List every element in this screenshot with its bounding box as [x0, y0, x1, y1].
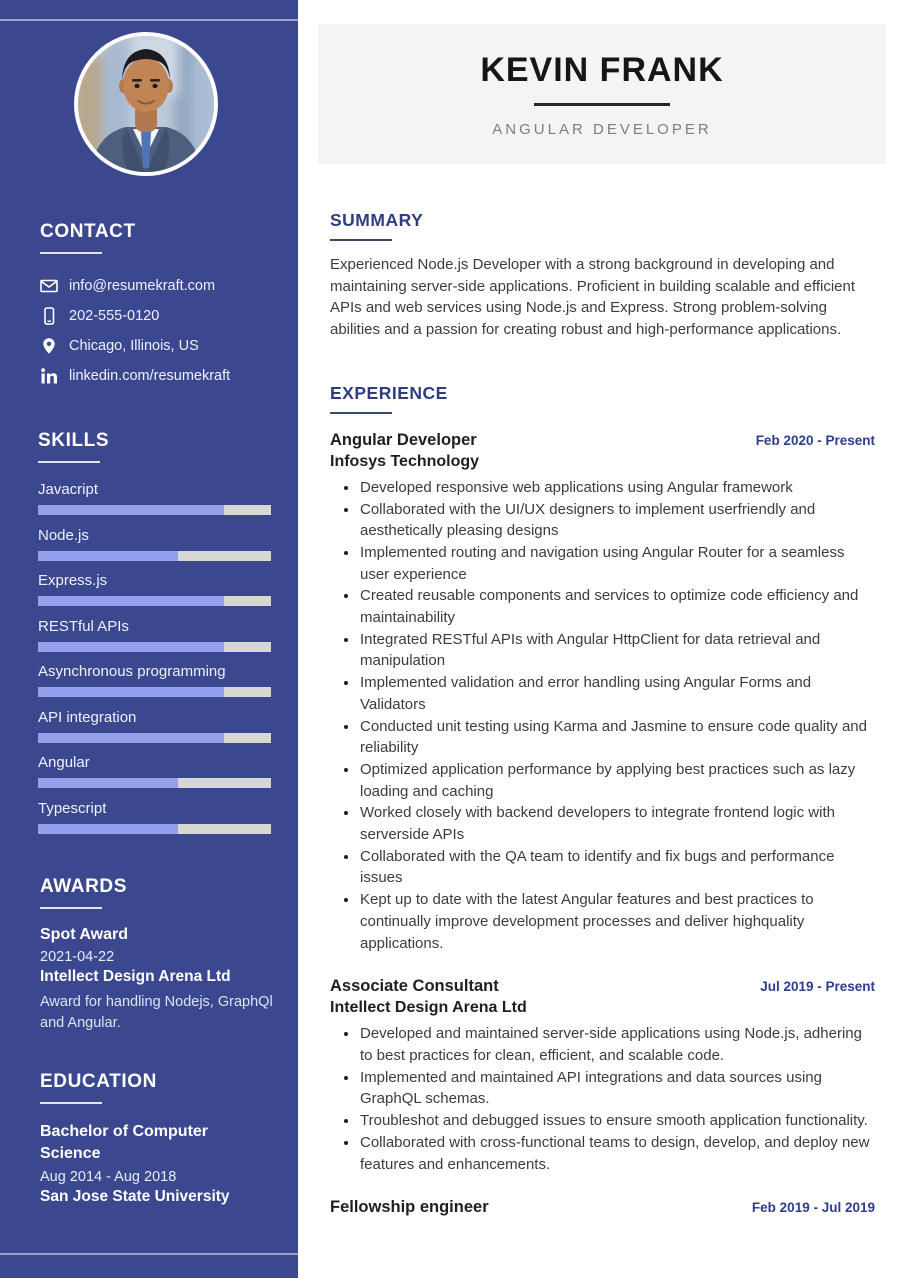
summary-heading: SUMMARY	[330, 210, 424, 230]
contact-section	[40, 221, 278, 396]
education-heading: EDUCATION	[40, 1071, 157, 1092]
skill-item	[38, 480, 271, 515]
skill-item	[38, 526, 271, 561]
contact-heading: CONTACT	[40, 221, 136, 242]
skill-bar-fill	[38, 505, 224, 515]
contact-phone[interactable]: 202-555-0120	[69, 308, 160, 324]
skill-bar-fill	[38, 687, 224, 697]
sidebar	[0, 0, 298, 1278]
job-dates: Feb 2020 - Present	[755, 432, 875, 448]
skill-bar-track	[38, 596, 271, 606]
skill-bar-track	[38, 824, 271, 834]
name-header	[318, 24, 886, 164]
contact-linkedin[interactable]: linkedin.com/resumekraft	[69, 368, 231, 384]
skill-name: Express.js	[38, 572, 108, 589]
job-bullet: • Troubleshot and debugged issues to ensure smooth application functionality.	[359, 1110, 875, 1132]
education-dates: Aug 2014 - Aug 2018	[40, 1169, 177, 1185]
job-bullet: • Collaborated with the QA team to identify and fix bugs and performance issues	[359, 846, 875, 889]
awards-section	[40, 876, 278, 1034]
award-entry	[40, 926, 278, 1034]
experience-heading-rule	[330, 412, 392, 414]
job-bullet: • Implemented validation and error handling using Angular Forms and Validators	[359, 672, 875, 715]
awards-heading-rule	[40, 907, 102, 909]
job-bullet: • Created reusable components and services to optimize code efficiency and maintainability	[359, 585, 875, 628]
job-entry	[330, 430, 875, 954]
contact-row-phone	[40, 306, 278, 326]
summary-text: Experienced Node.js Developer with a strong background in developing and maintaining server-side applications. Proficient in building scalable and efficient APIs and web services using Node.js and Express. Strong problem-solving abilities and a passion for creating robust and high-performance applications.	[330, 256, 856, 339]
job-bullet-list	[330, 477, 875, 954]
person-name: KEVIN FRANK	[480, 50, 724, 89]
contact-row-linkedin	[40, 366, 278, 386]
person-job-title: ANGULAR DEVELOPER	[492, 120, 712, 138]
skills-list	[38, 480, 271, 834]
skill-item	[38, 617, 271, 652]
job-role: Associate Consultant	[330, 977, 499, 996]
education-entry	[40, 1121, 278, 1206]
job-company: Intellect Design Arena Ltd	[330, 999, 527, 1017]
job-entry	[330, 976, 875, 1175]
skill-bar-track	[38, 778, 271, 788]
job-bullet: • Collaborated with cross-functional teams to design, develop, and deploy new features and enhancements.	[359, 1132, 875, 1175]
job-bullet: • Developed responsive web applications using Angular framework	[359, 477, 875, 499]
job-bullet: • Developed and maintained server-side applications using Node.js, adhering to best practices for clean, efficient, and scalable code.	[359, 1023, 875, 1066]
skill-item	[38, 571, 271, 606]
skills-heading: SKILLS	[38, 430, 110, 451]
job-bullet: • Integrated RESTful APIs with Angular HttpClient for data retrieval and manipulation	[359, 629, 875, 672]
skill-bar-fill	[38, 733, 224, 743]
skill-bar-track	[38, 551, 271, 561]
award-date: 2021-04-22	[40, 949, 115, 965]
job-bullet-list	[330, 1023, 875, 1175]
job-role: Fellowship engineer	[330, 1198, 489, 1217]
skill-bar-fill	[38, 551, 178, 561]
experience-heading: EXPERIENCE	[330, 382, 448, 403]
skills-heading-rule	[38, 461, 100, 463]
skill-item	[38, 799, 271, 834]
job-bullet: • Optimized application performance by applying best practices such as lazy loading and caching	[359, 759, 875, 802]
skill-name: Angular	[38, 754, 90, 771]
sidebar-bottom-divider	[0, 1253, 298, 1255]
job-bullet: • Worked closely with backend developers to integrate frontend logic with serverside APIs	[359, 802, 875, 845]
contact-list	[40, 276, 278, 386]
job-header	[330, 1197, 875, 1218]
award-organization: Intellect Design Arena Ltd	[40, 968, 231, 985]
skill-name: Typescript	[38, 799, 107, 817]
name-divider	[534, 103, 670, 106]
main-column	[318, 0, 886, 1223]
phone-icon	[40, 307, 58, 325]
skill-name: RESTful APIs	[38, 617, 129, 635]
skill-bar-track	[38, 505, 271, 515]
profile-photo	[74, 32, 218, 176]
job-bullet: • Collaborated with the UI/UX designers to implement userfriendly and aesthetically pleasing designs	[359, 499, 875, 542]
skill-name: Javacript	[38, 481, 99, 498]
job-dates: Jul 2019 - Present	[760, 979, 875, 995]
sidebar-top-divider	[0, 19, 298, 21]
skill-bar-fill	[38, 778, 178, 788]
summary-section	[330, 210, 875, 341]
contact-row-location	[40, 336, 278, 356]
education-heading-rule	[40, 1102, 102, 1104]
job-header	[330, 430, 875, 451]
skill-name: Asynchronous programming	[38, 663, 226, 680]
job-bullet: • Kept up to date with the latest Angular features and best practices to continually improve development processes and deliver highquality applications.	[359, 889, 875, 954]
skill-item	[38, 662, 271, 697]
experience-section	[330, 383, 875, 1218]
job-role: Angular Developer	[330, 430, 477, 449]
education-section	[40, 1071, 278, 1206]
awards-heading: AWARDS	[40, 876, 127, 897]
contact-row-email	[40, 276, 278, 296]
education-school: San Jose State University	[40, 1188, 230, 1205]
job-entry	[330, 1197, 875, 1218]
main-content	[318, 210, 886, 1218]
skill-bar-fill	[38, 824, 178, 834]
job-list	[330, 430, 875, 1218]
skill-bar-track	[38, 642, 271, 652]
job-company: Infosys Technology	[330, 452, 480, 470]
education-degree: Bachelor of Computer Science	[40, 1123, 209, 1162]
skills-section	[38, 430, 271, 844]
skill-bar-fill	[38, 642, 224, 652]
award-name: Spot Award	[40, 926, 129, 943]
email-icon	[40, 277, 58, 295]
skill-bar-fill	[38, 596, 224, 606]
contact-heading-rule	[40, 252, 102, 254]
job-bullet: • Implemented and maintained API integrations and data sources using GraphQL schemas.	[359, 1067, 875, 1110]
job-bullet: • Conducted unit testing using Karma and Jasmine to ensure code quality and reliability	[359, 716, 875, 759]
contact-location: Chicago, Illinois, US	[69, 338, 199, 354]
skill-name: Node.js	[38, 526, 89, 544]
job-bullet: • Implemented routing and navigation using Angular Router for a seamless user experience	[359, 542, 875, 585]
skill-bar-track	[38, 687, 271, 697]
job-header	[330, 976, 875, 997]
linkedin-icon	[40, 367, 58, 385]
skill-name: API integration	[38, 708, 137, 726]
skill-item	[38, 753, 271, 788]
award-description: Award for handling Nodejs, GraphQl and Angular.	[40, 994, 273, 1031]
contact-email[interactable]: info@resumekraft.com	[69, 278, 216, 294]
job-dates: Feb 2019 - Jul 2019	[751, 1200, 875, 1216]
summary-heading-rule	[330, 239, 392, 241]
location-icon	[40, 337, 58, 355]
skill-bar-track	[38, 733, 271, 743]
skill-item	[38, 708, 271, 743]
